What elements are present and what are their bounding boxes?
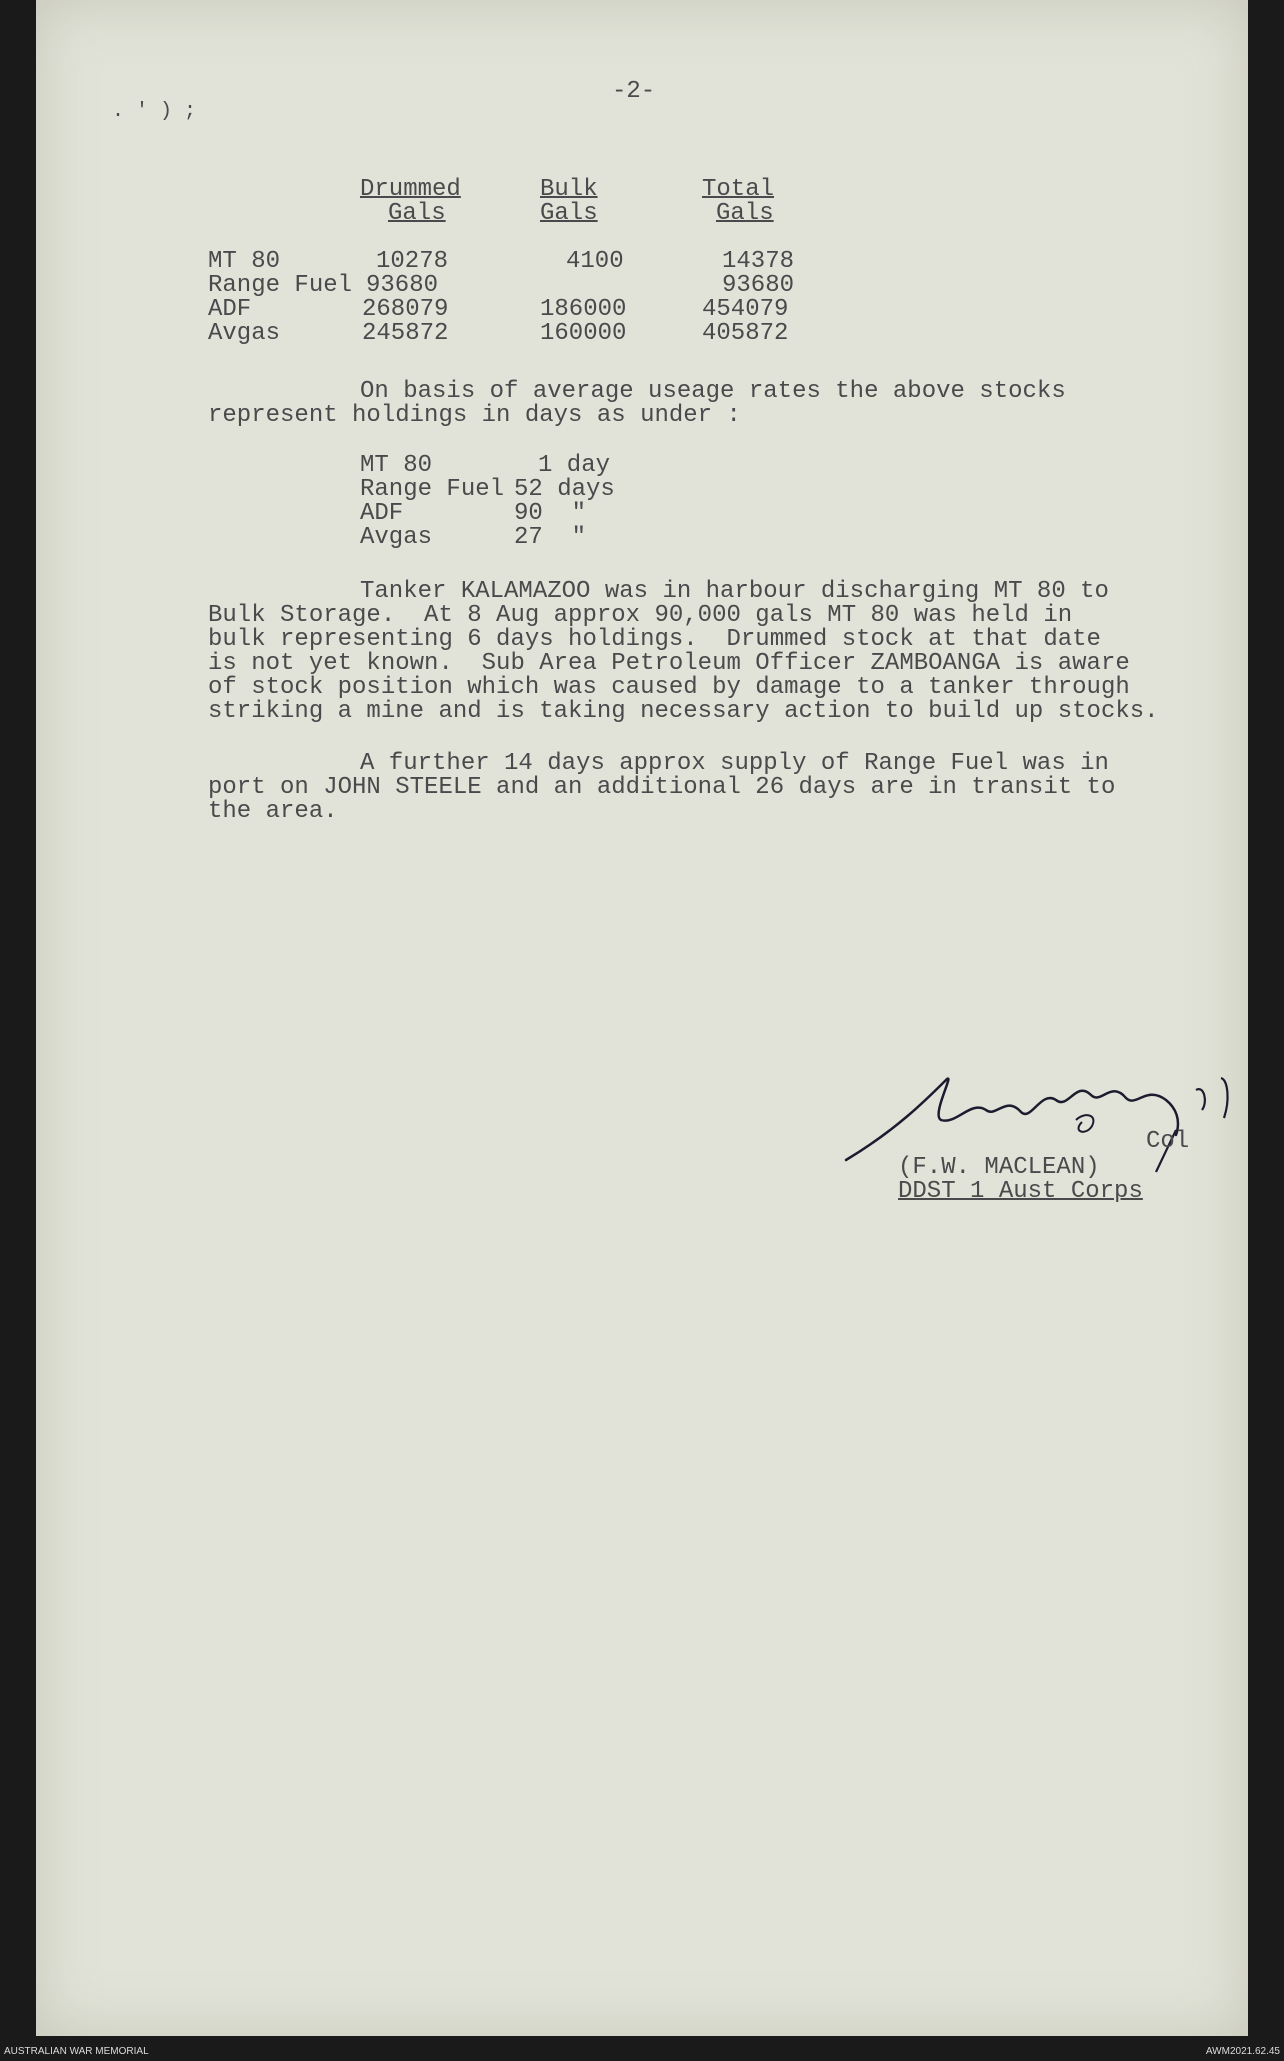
paragraph-line: A further 14 days approx supply of Range Fuel was in	[360, 750, 1109, 777]
header-drummed-line2: Gals	[388, 200, 446, 227]
signature-rank: Col	[1146, 1128, 1190, 1155]
margin-mark: . ' ) ;	[112, 100, 197, 123]
paragraph-line: Tanker KALAMAZOO was in harbour discharging MT 80 to	[360, 578, 1109, 605]
days-label: ADF	[360, 500, 404, 527]
header-bulk-line1: Bulk	[540, 176, 598, 203]
header-drummed-line1: Drummed	[360, 176, 461, 203]
table-row-bulk: 4100	[566, 248, 624, 275]
days-label: MT 80	[360, 452, 433, 479]
footer-right: AWM2021.62.45	[1205, 2046, 1280, 2057]
table-row-label: Avgas	[208, 320, 281, 347]
table-row-label: MT 80	[208, 248, 281, 275]
paragraph-line: represent holdings in days as under :	[208, 402, 741, 429]
table-row-total: 93680	[722, 272, 795, 299]
page-number: -2-	[612, 78, 656, 105]
paragraph-line: bulk representing 6 days holdings. Drummed stock at that date	[208, 626, 1101, 653]
table-row-bulk: 160000	[540, 320, 627, 347]
table-row-label: Range Fuel	[208, 272, 353, 299]
table-row-drummed: 268079	[362, 296, 449, 323]
table-row-drummed: 10278	[376, 248, 449, 275]
paragraph-line: On basis of average useage rates the above stocks	[360, 378, 1066, 405]
table-row-total: 405872	[702, 320, 789, 347]
paragraph-line: the area.	[208, 798, 338, 825]
table-row-drummed: 93680	[366, 272, 439, 299]
document-page	[36, 0, 1248, 2036]
paragraph-line: Bulk Storage. At 8 Aug approx 90,000 gals MT 80 was held in	[208, 602, 1073, 629]
paragraph-line: port on JOHN STEELE and an additional 26 days are in transit to	[208, 774, 1116, 801]
days-value: 90 "	[514, 500, 587, 527]
days-value: 1 day	[538, 452, 611, 479]
table-row-label: ADF	[208, 296, 252, 323]
days-value: 52 days	[514, 476, 615, 503]
signature-name: (F.W. MACLEAN)	[898, 1154, 1100, 1181]
paragraph-line: striking a mine and is taking necessary action to build up stocks.	[208, 698, 1159, 725]
paragraph-line: is not yet known. Sub Area Petroleum Officer ZAMBOANGA is aware	[208, 650, 1130, 677]
signature-title: DDST 1 Aust Corps	[898, 1178, 1143, 1205]
days-label: Avgas	[360, 524, 433, 551]
header-total-line2: Gals	[716, 200, 774, 227]
footer-left: AUSTRALIAN WAR MEMORIAL	[4, 2046, 149, 2057]
table-row-total: 14378	[722, 248, 795, 275]
days-value: 27 "	[514, 524, 587, 551]
header-bulk-line2: Gals	[540, 200, 598, 227]
table-row-bulk: 186000	[540, 296, 627, 323]
table-row-drummed: 245872	[362, 320, 449, 347]
table-row-total: 454079	[702, 296, 789, 323]
header-total-line1: Total	[702, 176, 775, 203]
days-label: Range Fuel	[360, 476, 505, 503]
paragraph-line: of stock position which was caused by damage to a tanker through	[208, 674, 1130, 701]
